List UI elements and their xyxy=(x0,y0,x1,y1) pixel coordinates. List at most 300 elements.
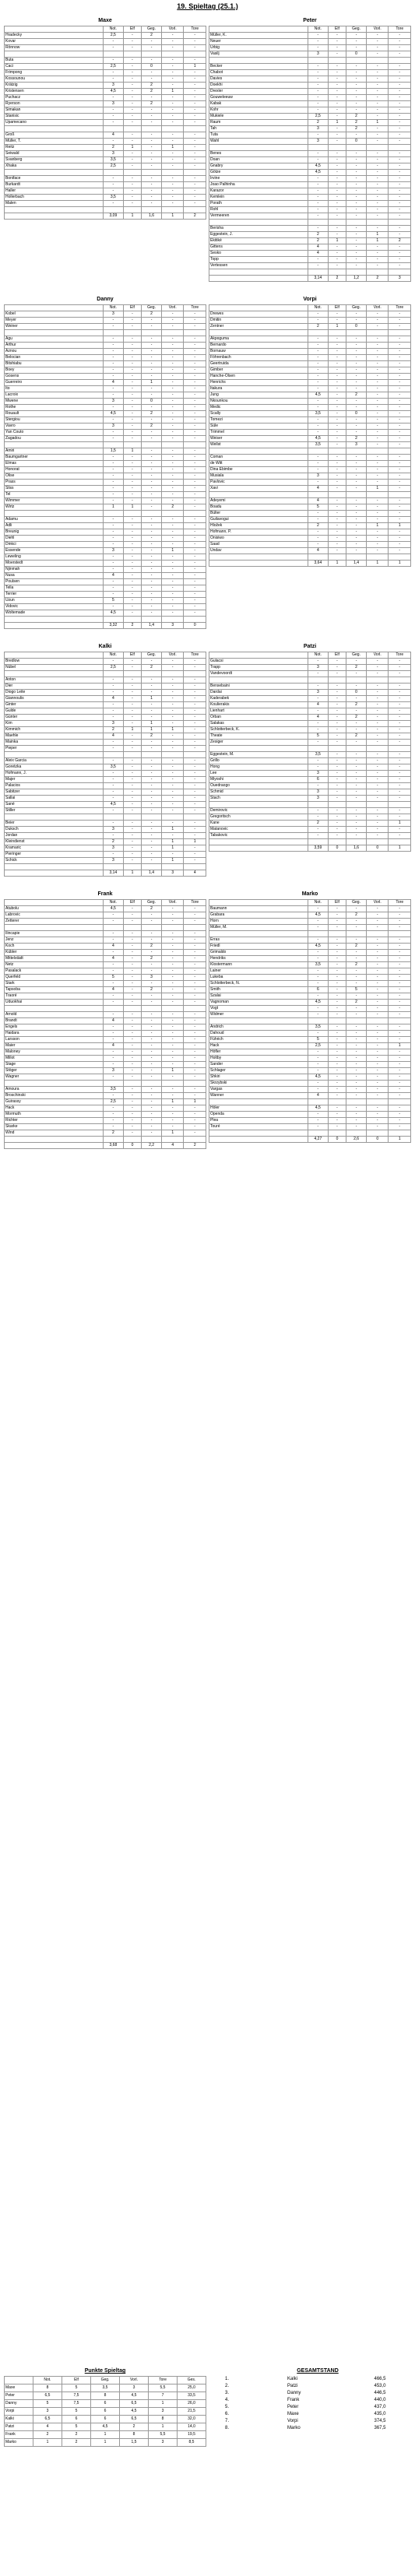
table-cell: - xyxy=(367,1081,389,1087)
table-cell: Schlager xyxy=(209,1068,308,1074)
table-cell: 1 xyxy=(162,839,184,845)
table-cell: - xyxy=(367,944,389,950)
table-cell: 0 xyxy=(328,1137,346,1143)
table-cell: - xyxy=(389,771,411,777)
table-cell xyxy=(389,269,411,276)
table-cell: - xyxy=(103,708,123,715)
table-cell: 6,5 xyxy=(120,2400,149,2408)
table-cell: Becker xyxy=(209,64,308,70)
table-cell: - xyxy=(162,1087,184,1093)
table-cell: Zagadou xyxy=(5,436,104,442)
table-cell: - xyxy=(367,392,389,399)
table-cell: - xyxy=(162,163,184,170)
table-cell: 440,0 xyxy=(374,2398,386,2402)
table-cell: Ito xyxy=(5,386,104,392)
table-cell: - xyxy=(184,188,206,195)
table-cell: - xyxy=(328,504,346,511)
table-cell: - xyxy=(123,374,141,380)
table-row xyxy=(5,579,206,585)
table-row xyxy=(5,467,206,473)
table-cell: - xyxy=(389,944,411,950)
table-cell: - xyxy=(103,182,123,188)
table-cell: - xyxy=(123,529,141,536)
table-cell: Wind xyxy=(5,1130,104,1137)
table-cell: - xyxy=(162,498,184,504)
table-cell: Ekitiké xyxy=(209,238,308,244)
table-row xyxy=(209,33,411,39)
table-cell: - xyxy=(328,906,346,912)
table-cell: - xyxy=(162,821,184,827)
table-cell: - xyxy=(308,511,328,517)
table-cell: - xyxy=(346,251,367,257)
table-cell: - xyxy=(328,473,346,480)
points-header-row xyxy=(5,2377,206,2384)
table-cell: 3,68 xyxy=(103,1143,123,1149)
table-cell: - xyxy=(162,696,184,702)
table-cell: - xyxy=(184,423,206,430)
table-cell: Stergiou xyxy=(5,417,104,423)
table-cell: - xyxy=(162,1012,184,1018)
table-cell: - xyxy=(123,349,141,355)
table-cell: - xyxy=(367,76,389,83)
table-cell: Elf xyxy=(123,652,141,659)
table-cell: Elf xyxy=(62,2377,91,2384)
table-cell: 2 xyxy=(346,436,367,442)
table-cell: 1 xyxy=(123,213,141,220)
team-block xyxy=(4,294,206,629)
table-row xyxy=(209,777,411,783)
table-cell: - xyxy=(123,1130,141,1137)
table-cell: - xyxy=(162,585,184,592)
table-cell: - xyxy=(308,176,328,182)
table-cell: 6 xyxy=(91,2408,120,2416)
table-cell: - xyxy=(308,925,328,931)
table-cell: 6,5 xyxy=(33,2392,62,2400)
table-cell: - xyxy=(123,467,141,473)
table-cell: - xyxy=(103,567,123,573)
table-cell: Hofmann, J. xyxy=(5,771,104,777)
table-cell: - xyxy=(328,740,346,746)
table-row xyxy=(5,677,206,684)
table-row xyxy=(209,51,411,58)
table-cell: - xyxy=(142,163,162,170)
table-cell: - xyxy=(123,542,141,548)
table-cell: - xyxy=(389,114,411,120)
table-cell: - xyxy=(184,727,206,733)
table-cell: 1 xyxy=(162,89,184,95)
table-cell: - xyxy=(123,1037,141,1043)
table-row xyxy=(5,1024,206,1031)
table-cell xyxy=(184,814,206,821)
table-row xyxy=(209,975,411,981)
table-cell: Dinkci xyxy=(5,542,104,548)
table-cell: - xyxy=(162,659,184,665)
table-cell: - xyxy=(328,671,346,677)
table-cell: - xyxy=(389,170,411,176)
table-cell: - xyxy=(142,1031,162,1037)
table-cell: - xyxy=(142,852,162,858)
table-cell: Gnabry xyxy=(209,163,308,170)
table-cell: - xyxy=(162,461,184,467)
table-cell xyxy=(5,925,104,931)
table-cell: - xyxy=(103,746,123,752)
table-cell: - xyxy=(346,511,367,517)
table-row xyxy=(209,251,411,257)
table-cell xyxy=(209,746,308,752)
table-cell: - xyxy=(142,498,162,504)
table-cell: 5 xyxy=(308,1037,328,1043)
table-cell: Amoura xyxy=(5,1087,104,1093)
points-row xyxy=(5,2431,206,2439)
table-row xyxy=(5,931,206,937)
table-cell: - xyxy=(142,1062,162,1068)
table-cell: - xyxy=(162,968,184,975)
table-cell: - xyxy=(346,906,367,912)
table-cell: - xyxy=(346,244,367,251)
table-cell: Not. xyxy=(103,26,123,33)
table-cell: - xyxy=(367,727,389,733)
table-cell: Geertruida xyxy=(209,361,308,367)
table-cell: Szalai xyxy=(209,993,308,1000)
manager-name: Maxe xyxy=(98,18,112,23)
table-cell: - xyxy=(184,715,206,721)
table-cell: - xyxy=(103,677,123,684)
table-cell: - xyxy=(328,968,346,975)
table-cell: - xyxy=(308,455,328,461)
table-cell: - xyxy=(103,561,123,567)
table-row xyxy=(5,120,206,126)
table-cell xyxy=(184,1006,206,1012)
table-row xyxy=(5,740,206,746)
standings-row xyxy=(224,2383,411,2390)
table-cell: - xyxy=(389,226,411,232)
table-cell: - xyxy=(184,604,206,610)
table-cell: 4 xyxy=(308,548,328,554)
table-cell: - xyxy=(103,436,123,442)
table-row xyxy=(5,789,206,796)
table-cell: Müller, M. xyxy=(209,925,308,931)
table-row xyxy=(209,981,411,987)
table-cell xyxy=(328,492,346,498)
table-cell: - xyxy=(367,1043,389,1049)
table-cell: - xyxy=(184,821,206,827)
table-cell: - xyxy=(103,1093,123,1099)
table-cell: - xyxy=(346,740,367,746)
table-cell: Frank xyxy=(5,2431,33,2439)
table-cell: 2 xyxy=(346,702,367,708)
table-cell: - xyxy=(162,833,184,839)
table-cell xyxy=(142,126,162,132)
table-cell: - xyxy=(328,1074,346,1081)
table-row xyxy=(209,238,411,244)
table-cell: - xyxy=(184,1037,206,1043)
table-cell: - xyxy=(389,1062,411,1068)
table-cell: 5 xyxy=(103,975,123,981)
table-cell xyxy=(162,170,184,176)
table-cell: - xyxy=(367,430,389,436)
table-cell: Peter xyxy=(287,2405,299,2409)
table-cell: - xyxy=(389,740,411,746)
table-cell: - xyxy=(123,1087,141,1093)
table-cell: Hack xyxy=(5,1105,104,1112)
table-cell: - xyxy=(328,386,346,392)
table-cell: - xyxy=(162,411,184,417)
table-cell: 1 xyxy=(367,120,389,126)
table-cell: - xyxy=(328,263,346,269)
table-cell xyxy=(308,839,328,845)
table-cell xyxy=(184,1137,206,1143)
table-cell: Tomezi xyxy=(209,417,308,423)
table-cell: - xyxy=(184,107,206,114)
table-cell xyxy=(5,2377,33,2384)
table-row xyxy=(209,157,411,163)
table-cell: Müller, T. xyxy=(5,139,104,145)
table-cell: - xyxy=(123,1012,141,1018)
table-cell: - xyxy=(308,201,328,207)
table-cell xyxy=(5,51,104,58)
table-cell: - xyxy=(184,324,206,330)
table-cell: 1 xyxy=(184,64,206,70)
table-cell: - xyxy=(123,311,141,318)
table-cell: - xyxy=(162,417,184,423)
table-cell: - xyxy=(308,380,328,386)
table-cell: - xyxy=(389,1105,411,1112)
table-cell: - xyxy=(308,318,328,324)
table-cell: - xyxy=(123,858,141,864)
table-cell: - xyxy=(123,361,141,367)
table-cell: - xyxy=(142,740,162,746)
standings-row xyxy=(224,2404,411,2411)
table-cell: Yan Couto xyxy=(5,430,104,436)
table-cell: Shkiri xyxy=(209,1074,308,1081)
table-cell: - xyxy=(367,355,389,361)
table-cell: Not. xyxy=(308,26,328,33)
table-cell: - xyxy=(367,263,389,269)
table-cell: - xyxy=(308,132,328,139)
table-cell: - xyxy=(142,962,162,968)
table-cell xyxy=(328,554,346,561)
table-row xyxy=(5,324,206,330)
table-cell: Vorl. xyxy=(162,652,184,659)
table-cell: - xyxy=(367,690,389,696)
group-separator xyxy=(5,814,206,821)
group-separator xyxy=(5,207,206,213)
table-cell: Not. xyxy=(308,305,328,311)
table-cell: - xyxy=(123,411,141,417)
table-cell: Hanche-Olsen xyxy=(209,374,308,380)
table-cell: - xyxy=(346,263,367,269)
table-row xyxy=(209,1056,411,1062)
table-cell: Friedl xyxy=(209,944,308,950)
table-cell: Hollerbach xyxy=(5,195,104,201)
team-block xyxy=(209,889,411,1149)
table-cell: Buta xyxy=(5,58,104,64)
table-cell: Geg. xyxy=(346,305,367,311)
table-row xyxy=(209,1049,411,1056)
table-cell: - xyxy=(389,374,411,380)
table-cell: - xyxy=(123,163,141,170)
table-cell: - xyxy=(162,715,184,721)
table-cell xyxy=(308,802,328,808)
table-cell: - xyxy=(367,51,389,58)
table-cell: - xyxy=(123,758,141,764)
table-cell: - xyxy=(308,993,328,1000)
table-cell: Tapsoba xyxy=(5,987,104,993)
table-cell xyxy=(367,58,389,64)
table-cell: Seiwald xyxy=(5,151,104,157)
table-cell: - xyxy=(184,132,206,139)
table-cell: 6,5 xyxy=(120,2416,149,2423)
table-cell: 3 xyxy=(346,442,367,448)
table-cell: - xyxy=(308,783,328,789)
table-cell xyxy=(5,170,104,176)
table-cell: Eggestein, M. xyxy=(209,752,308,758)
table-cell xyxy=(5,26,104,33)
table-cell: - xyxy=(308,1049,328,1056)
table-cell: - xyxy=(142,201,162,207)
table-cell: 1 xyxy=(184,1099,206,1105)
table-row xyxy=(5,567,206,573)
table-cell xyxy=(328,145,346,151)
table-cell: 5 xyxy=(308,504,328,511)
table-cell xyxy=(389,677,411,684)
table-row xyxy=(5,808,206,814)
table-cell: - xyxy=(389,1087,411,1093)
table-cell: - xyxy=(142,107,162,114)
table-cell: - xyxy=(123,1099,141,1105)
table-cell: - xyxy=(389,442,411,448)
table-cell: Kohr xyxy=(209,107,308,114)
table-row xyxy=(209,392,411,399)
table-cell: Henrichs xyxy=(209,380,308,386)
table-cell: 446,5 xyxy=(374,2391,386,2395)
table-cell: - xyxy=(142,95,162,101)
table-cell: - xyxy=(346,195,367,201)
table-cell: - xyxy=(367,461,389,467)
standings-row xyxy=(224,2390,411,2397)
table-cell: Geg. xyxy=(346,652,367,659)
table-cell: - xyxy=(103,1124,123,1130)
table-cell: - xyxy=(389,715,411,721)
table-cell: Vargas xyxy=(209,1087,308,1093)
table-cell: - xyxy=(162,367,184,374)
table-row xyxy=(5,486,206,492)
table-cell: - xyxy=(184,771,206,777)
table-row xyxy=(209,386,411,392)
table-cell: - xyxy=(184,1112,206,1118)
table-cell: - xyxy=(184,480,206,486)
table-cell: - xyxy=(123,83,141,89)
table-cell: - xyxy=(346,70,367,76)
table-row xyxy=(5,201,206,207)
table-row xyxy=(209,207,411,213)
table-cell: - xyxy=(328,529,346,536)
table-row xyxy=(5,944,206,950)
table-cell: - xyxy=(389,925,411,931)
table-cell: - xyxy=(142,195,162,201)
table-cell: Drexler xyxy=(209,89,308,95)
table-cell: Benes xyxy=(209,151,308,157)
table-cell: 3 xyxy=(142,975,162,981)
table-cell: - xyxy=(389,708,411,715)
table-cell: - xyxy=(123,1124,141,1130)
table-cell xyxy=(162,1137,184,1143)
table-cell: - xyxy=(184,95,206,101)
table-cell: 4 xyxy=(308,244,328,251)
table-row xyxy=(209,114,411,120)
table-cell: - xyxy=(184,573,206,579)
table-cell: - xyxy=(328,232,346,238)
table-cell: Labrovic xyxy=(5,912,104,919)
table-cell: - xyxy=(346,684,367,690)
table-cell: - xyxy=(123,182,141,188)
table-header-row xyxy=(5,900,206,906)
table-cell: - xyxy=(346,956,367,962)
table-cell: Scally xyxy=(209,411,308,417)
table-cell: 3,14 xyxy=(103,870,123,877)
table-cell: Uzun xyxy=(5,598,104,604)
table-row xyxy=(5,1118,206,1124)
table-cell xyxy=(103,1006,123,1012)
table-cell: Smith xyxy=(209,987,308,993)
table-cell: - xyxy=(142,529,162,536)
table-row xyxy=(5,702,206,708)
table-cell: - xyxy=(367,814,389,821)
table-cell: - xyxy=(346,548,367,554)
table-cell: 3 xyxy=(308,690,328,696)
table-cell: - xyxy=(389,1074,411,1081)
table-cell: 0 xyxy=(367,1137,389,1143)
table-row xyxy=(5,833,206,839)
table-cell: 3,59 xyxy=(308,845,328,852)
table-cell: 3,32 xyxy=(103,623,123,629)
table-row xyxy=(209,355,411,361)
table-cell: - xyxy=(389,486,411,492)
table-cell: Maxe xyxy=(5,2384,33,2392)
table-cell: - xyxy=(123,480,141,486)
table-cell xyxy=(308,1018,328,1024)
table-cell: Grimaldo xyxy=(209,950,308,956)
table-cell: - xyxy=(184,349,206,355)
table-cell xyxy=(209,839,308,845)
table-cell: - xyxy=(103,336,123,343)
table-cell: - xyxy=(389,987,411,993)
table-cell: - xyxy=(123,39,141,45)
table-cell xyxy=(123,925,141,931)
table-cell: 435,0 xyxy=(374,2412,386,2416)
table-cell: Poulsen xyxy=(5,579,104,585)
table-cell: - xyxy=(103,461,123,467)
table-cell: - xyxy=(123,962,141,968)
table-cell: - xyxy=(162,721,184,727)
table-cell: - xyxy=(162,536,184,542)
table-cell: 2 xyxy=(103,839,123,845)
table-cell: - xyxy=(123,473,141,480)
table-cell: - xyxy=(162,467,184,473)
table-cell: - xyxy=(142,45,162,51)
table-row xyxy=(5,1124,206,1130)
table-cell: Giannoulis xyxy=(5,696,104,702)
table-cell xyxy=(209,677,308,684)
table-cell: - xyxy=(142,702,162,708)
table-cell: - xyxy=(328,1000,346,1006)
table-row xyxy=(209,764,411,771)
table-cell: 3,5 xyxy=(308,752,328,758)
table-cell: - xyxy=(346,833,367,839)
table-cell: 2 xyxy=(120,2423,149,2431)
table-cell: - xyxy=(389,1049,411,1056)
table-cell: - xyxy=(308,1062,328,1068)
